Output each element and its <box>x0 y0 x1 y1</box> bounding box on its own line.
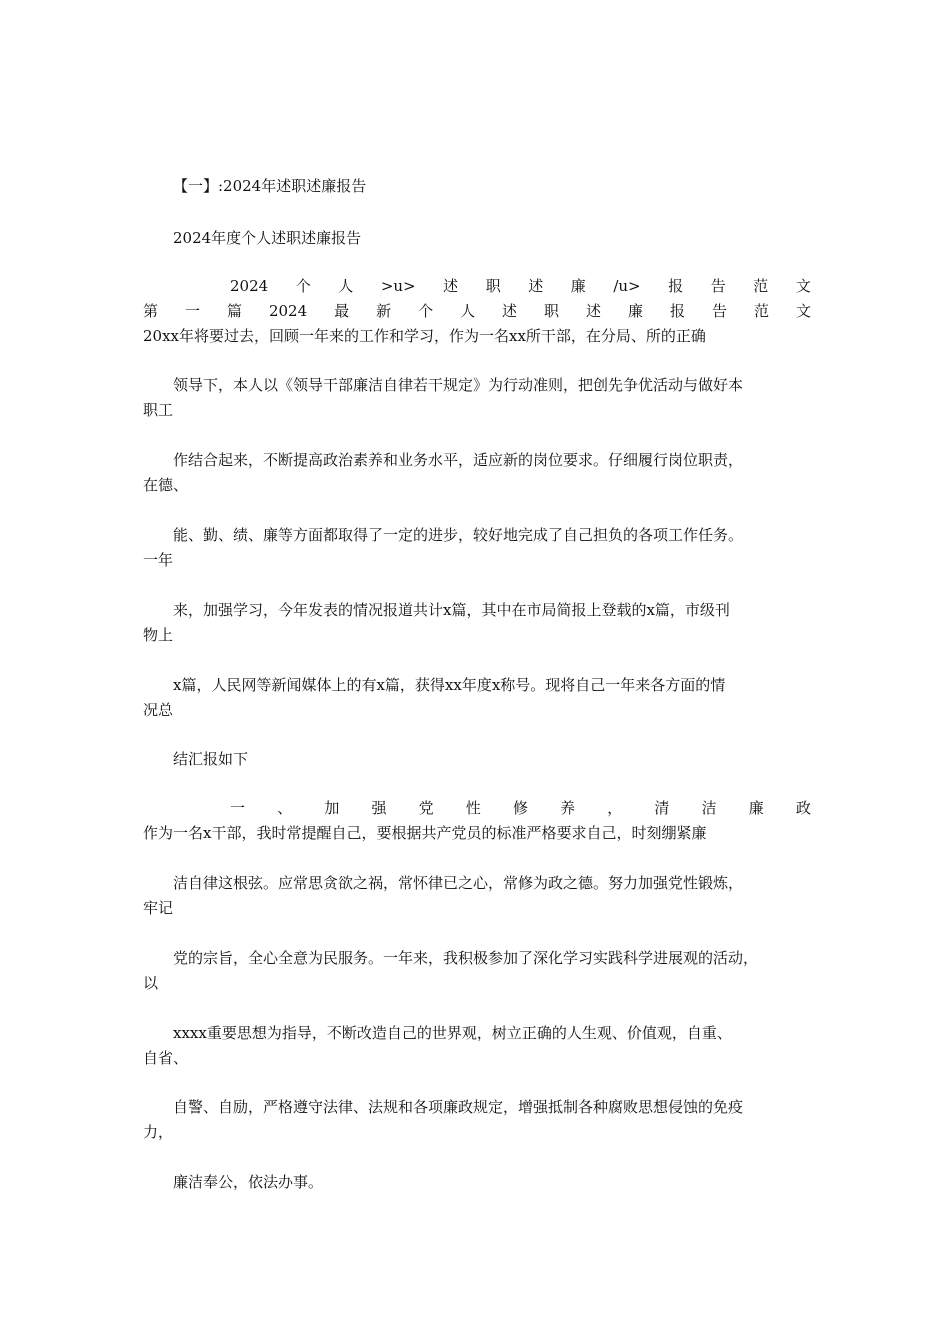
title-row-2-word: 述 <box>502 302 518 320</box>
title-row-2 <box>143 301 811 321</box>
paragraph-line: 领导下，本人以《领导干部廉洁自律若干规定》为行动准则，把创先争优活动与做好本 <box>173 376 744 394</box>
title-row-1-word: 文 <box>795 277 811 295</box>
paragraph-line: x篇，人民网等新闻媒体上的有x篇，获得xx年度x称号。现将自己一年来各方面的情 <box>173 676 726 694</box>
section-title-char: 养 <box>560 799 576 817</box>
paragraph-line: 况总 <box>143 701 174 719</box>
section-heading: 【一】:2024年述职述廉报告 <box>173 177 367 195</box>
title-row-2-word: 人 <box>460 302 476 320</box>
title-row-2-word: 一 <box>184 302 200 320</box>
title-row-1-word: 述 <box>528 277 544 295</box>
title-row-2-word: 新 <box>376 302 392 320</box>
title-row-1-word: 2024 <box>230 277 269 295</box>
title-row-1-word: 述 <box>443 277 459 295</box>
paragraph-line: 以 <box>143 974 159 992</box>
section-title-char: 洁 <box>701 799 717 817</box>
title-row-2-word: 篇 <box>226 302 242 320</box>
section-title-char: 、 <box>277 799 293 817</box>
title-row-2-word: 文 <box>795 302 811 320</box>
section-title-char: 廉 <box>748 799 764 817</box>
section-title-char: 党 <box>418 799 434 817</box>
paragraph-line: 20xx年将要过去，回顾一年来的工作和学习，作为一名xx所干部，在分局、所的正确 <box>143 327 706 345</box>
title-row-1-word: 人 <box>338 277 354 295</box>
section-title-row <box>230 798 811 818</box>
title-row-2-word: 2024 <box>268 302 308 320</box>
document-subtitle: 2024年度个人述职述廉报告 <box>173 229 362 247</box>
paragraph-line: 自省、 <box>143 1049 189 1067</box>
title-row-2-word: 告 <box>711 302 727 320</box>
paragraph-line: 在德、 <box>143 476 189 494</box>
title-row-1-word: /u> <box>613 277 641 295</box>
section-title-char: 清 <box>654 799 670 817</box>
section-title-char: 一 <box>230 799 246 817</box>
title-row-1-word: 报 <box>668 277 684 295</box>
paragraph-line: 洁自律这根弦。应常思贪欲之祸，常怀律已之心，常修为政之德。努力加强党性锻炼， <box>173 874 744 892</box>
section-title-char: ， <box>607 799 623 817</box>
title-row-1-word: 职 <box>485 277 501 295</box>
title-row-2-word: 报 <box>669 302 685 320</box>
title-row-1-word: >u> <box>380 277 416 295</box>
title-row-1-word: 范 <box>753 277 769 295</box>
title-row-2-word: 职 <box>544 302 560 320</box>
title-row-1-word: 告 <box>710 277 726 295</box>
paragraph-line: 物上 <box>143 626 174 644</box>
paragraph-line: 来，加强学习，今年发表的情况报道共计x篇，其中在市局简报上登载的x篇，市级刊 <box>173 601 730 619</box>
section-title-char: 修 <box>512 799 528 817</box>
paragraph-line: 结汇报如下 <box>173 750 249 768</box>
section-title-char: 性 <box>465 799 481 817</box>
paragraph-line: 一年 <box>143 551 174 569</box>
paragraph-line: 党的宗旨，全心全意为民服务。一年来，我积极参加了深化学习实践科学进展观的活动， <box>173 949 759 967</box>
title-row-1 <box>230 276 811 296</box>
title-row-2-word: 范 <box>753 302 769 320</box>
title-row-2-word: 廉 <box>628 302 644 320</box>
paragraph-line: 作为一名x干部，我时常提醒自己，要根据共产党员的标准严格要求自己，时刻绷紧廉 <box>143 824 707 842</box>
paragraph-line: 力， <box>143 1123 174 1141</box>
paragraph-line: 廉洁奉公，依法办事。 <box>173 1173 324 1191</box>
title-row-1-word: 个 <box>295 277 311 295</box>
paragraph-line: xxxx重要思想为指导，不断改造自己的世界观，树立正确的人生观、价值观，自重、 <box>173 1024 732 1042</box>
section-title-char: 强 <box>371 799 387 817</box>
paragraph-line: 能、勤、绩、廉等方面都取得了一定的进步，较好地完成了自己担负的各项工作任务。 <box>173 526 744 544</box>
paragraph-line: 作结合起来，不断提高政治素养和业务水平，适应新的岗位要求。仔细履行岗位职责， <box>173 451 744 469</box>
title-row-2-word: 第 <box>143 302 159 320</box>
title-row-1-word: 廉 <box>570 277 586 295</box>
title-row-2-word: 个 <box>418 302 434 320</box>
paragraph-line: 自警、自励，严格遵守法律、法规和各项廉政规定，增强抵制各种腐败思想侵蚀的免疫 <box>173 1098 744 1116</box>
paragraph-line: 职工 <box>143 401 174 419</box>
title-row-2-word: 述 <box>586 302 602 320</box>
section-title-char: 政 <box>795 799 811 817</box>
paragraph-line: 牢记 <box>143 899 174 917</box>
title-row-2-word: 最 <box>334 302 350 320</box>
section-title-char: 加 <box>324 799 340 817</box>
